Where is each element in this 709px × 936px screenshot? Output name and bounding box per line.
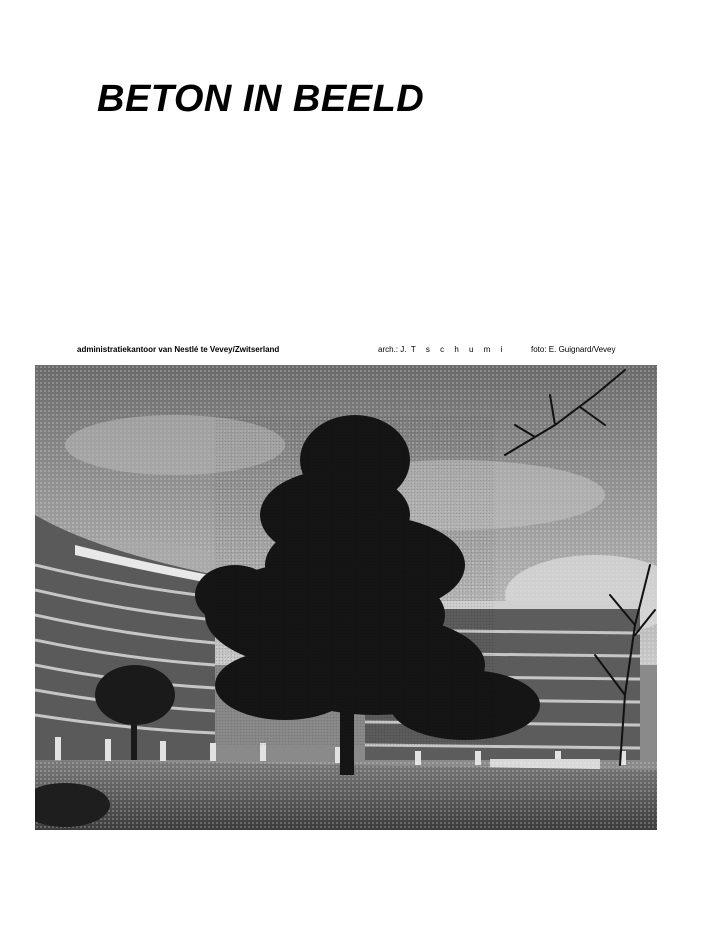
- architect-name: T s c h u m i: [410, 345, 507, 354]
- photo-credit: foto: E. Guignard/Vevey: [531, 345, 616, 354]
- photo-caption-subject: administratiekantoor van Nestlé te Vevey/Zwitserland: [77, 345, 280, 354]
- architect-prefix: arch.: J.: [378, 345, 407, 354]
- building-photo: [35, 365, 657, 830]
- photo-caption-architect: [378, 345, 506, 355]
- page-title: BETON IN BEELD: [97, 78, 425, 120]
